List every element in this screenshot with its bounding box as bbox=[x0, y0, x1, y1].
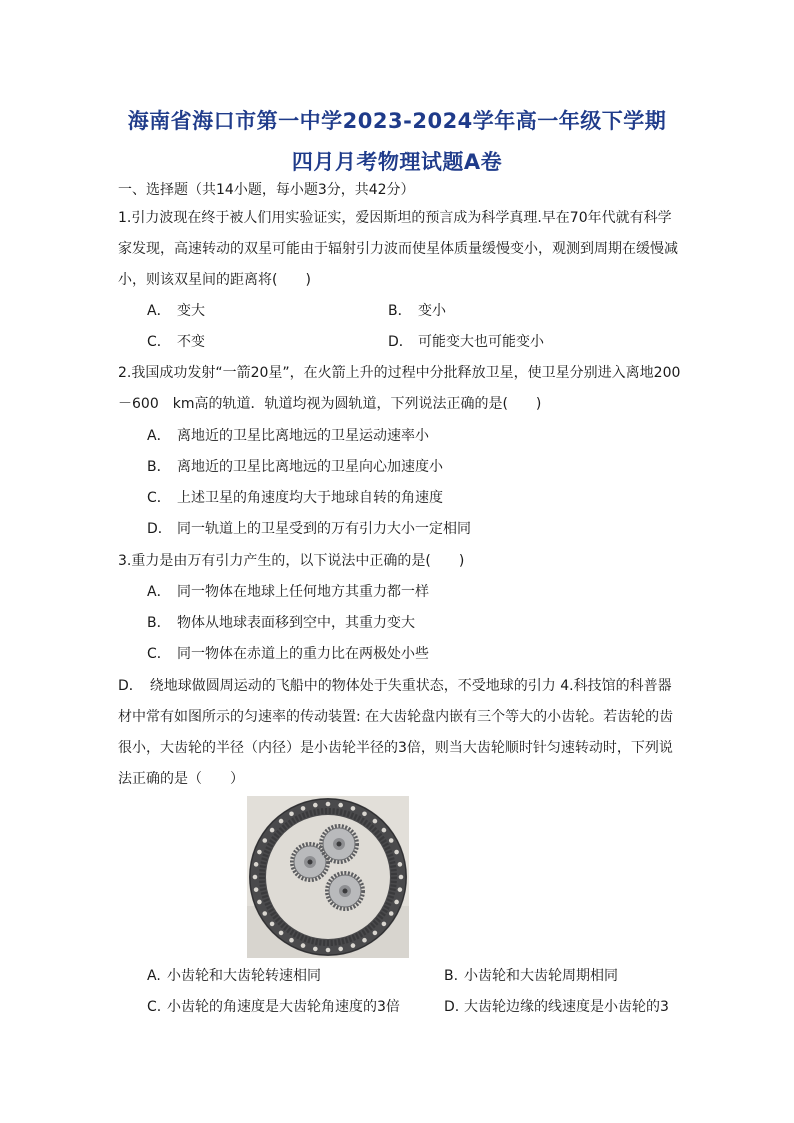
ring-hole bbox=[270, 828, 275, 833]
q3-line1: 3.重力是由万有引力产生的，以下说法中正确的是( ) bbox=[118, 553, 465, 569]
option-label: B． bbox=[147, 615, 171, 631]
option-text: 物体从地球表面移到空中，其重力变大 bbox=[177, 615, 415, 631]
option-label: C. bbox=[147, 999, 162, 1015]
q3-option-c bbox=[147, 645, 429, 663]
option-label: C． bbox=[147, 490, 171, 506]
ring-hole bbox=[373, 819, 378, 824]
doc-title-line1: 海南省海口市第一中学2023-2024学年高一年级下学期 bbox=[127, 109, 667, 133]
ring-hole bbox=[389, 911, 394, 916]
ring-hole bbox=[351, 806, 356, 811]
q4-line2: 材中常有如图所示的匀速率的传动装置: 在大齿轮盘内嵌有三个等大的小齿轮。若齿轮的齿 bbox=[118, 709, 674, 725]
option-label: B． bbox=[147, 459, 171, 475]
ring-hole bbox=[253, 875, 258, 880]
ring-hole bbox=[313, 947, 318, 952]
ring-hole bbox=[279, 819, 284, 824]
q2-option-a bbox=[147, 427, 429, 445]
ring-hole bbox=[326, 948, 331, 953]
ring-hole bbox=[382, 922, 387, 927]
q1-line1: 1.引力波现在终于被人们用实验证实，爱因斯坦的预言成为科学真理.早在70年代就有科学 bbox=[118, 210, 672, 226]
option-text: 同一物体在地球上任何地方其重力都一样 bbox=[177, 584, 429, 600]
ring-hole bbox=[338, 947, 343, 952]
ring-hole bbox=[373, 931, 378, 936]
option-text: 同一物体在赤道上的重力比在两极处小些 bbox=[177, 646, 429, 662]
q1-option-b bbox=[388, 302, 446, 320]
q4-option-c bbox=[147, 998, 400, 1016]
ring-hole bbox=[398, 862, 403, 867]
q1-option-a bbox=[147, 302, 205, 320]
q4-option-b bbox=[444, 967, 618, 985]
q2-line2: －600 km高的轨道．轨道均视为圆轨道，下列说法正确的是( ) bbox=[118, 396, 542, 412]
q2-option-b bbox=[147, 458, 443, 476]
option-text: 上述卫星的角速度均大于地球自转的角速度 bbox=[177, 490, 443, 506]
ring-hole bbox=[362, 938, 367, 943]
ring-hole bbox=[382, 828, 387, 833]
ring-hole bbox=[270, 922, 275, 927]
q3-option-d-q4-line1: D． 绕地球做圆周运动的飞船中的物体处于失重状态，不受地球的引力 4.科技馆的科普器 bbox=[118, 678, 672, 694]
q1-line3: 小，则该双星间的距离将( ) bbox=[118, 272, 311, 288]
option-text: 大齿轮边缘的线速度是小齿轮的3 bbox=[464, 999, 669, 1015]
q2-line1: 2.我国成功发射“一箭20星”，在火箭上升的过程中分批释放卫星，使卫星分别进入离地200 bbox=[118, 365, 681, 381]
option-text: 同一轨道上的卫星受到的万有引力大小一定相同 bbox=[177, 521, 471, 537]
ring-hole bbox=[338, 803, 343, 808]
option-label: A. bbox=[147, 968, 161, 984]
ring-hole bbox=[279, 931, 284, 936]
ring-hole bbox=[257, 850, 262, 855]
ring-hole bbox=[389, 838, 394, 843]
ring-hole bbox=[399, 875, 404, 880]
option-text: 变小 bbox=[418, 303, 446, 319]
option-label: B． bbox=[388, 303, 412, 319]
option-label: C． bbox=[147, 646, 171, 662]
option-label: D． bbox=[147, 521, 172, 537]
option-text: 离地近的卫星比离地远的卫星运动速率小 bbox=[177, 428, 429, 444]
option-label: A． bbox=[147, 428, 171, 444]
ring-hole bbox=[289, 938, 294, 943]
option-text: 离地近的卫星比离地远的卫星向心加速度小 bbox=[177, 459, 443, 475]
ring-hole bbox=[254, 887, 259, 892]
q4-option-a bbox=[147, 967, 321, 985]
ring-hole bbox=[326, 802, 331, 807]
option-label: A． bbox=[147, 303, 171, 319]
q1-line2: 家发现，高速转动的双星可能由于辐射引力波而使星体质量缓慢变小，观测到周期在缓慢减 bbox=[118, 241, 678, 257]
q1-option-d bbox=[388, 333, 544, 351]
ring-hole bbox=[301, 943, 306, 948]
section-heading: 一、选择题（共14小题，每小题3分，共42分） bbox=[118, 182, 415, 198]
option-label: D. bbox=[444, 999, 460, 1015]
q3-option-a bbox=[147, 583, 429, 601]
ring-hole bbox=[362, 811, 367, 816]
ring-hole bbox=[301, 806, 306, 811]
option-label: A． bbox=[147, 584, 171, 600]
ring-hole bbox=[394, 900, 399, 905]
doc-title-line2: 四月月考物理试题A卷 bbox=[291, 150, 503, 174]
gear-photo bbox=[247, 796, 409, 958]
small-gear bbox=[321, 826, 357, 862]
option-text: 小齿轮和大齿轮周期相同 bbox=[464, 968, 618, 984]
option-text: 小齿轮和大齿轮转速相同 bbox=[167, 968, 321, 984]
small-gear bbox=[327, 873, 363, 909]
option-text: 小齿轮的角速度是大齿轮角速度的3倍 bbox=[167, 999, 400, 1015]
q4-line3: 很小，大齿轮的半径（内径）是小齿轮半径的3倍，则当大齿轮顺时针匀速转动时，下列说 bbox=[118, 740, 673, 756]
option-text: 变大 bbox=[177, 303, 205, 319]
q1-option-c bbox=[147, 333, 205, 351]
q3-option-b bbox=[147, 614, 415, 632]
ring-hole bbox=[394, 850, 399, 855]
q2-option-c bbox=[147, 489, 443, 507]
ring-hole bbox=[262, 911, 267, 916]
ring-hole bbox=[289, 811, 294, 816]
q2-option-d bbox=[147, 520, 471, 538]
ring-hole bbox=[313, 803, 318, 808]
option-label: B. bbox=[444, 968, 459, 984]
q4-option-d bbox=[444, 998, 669, 1016]
ring-hole bbox=[254, 862, 259, 867]
ring-hole bbox=[351, 943, 356, 948]
ring-hole bbox=[262, 838, 267, 843]
ring-hole bbox=[257, 900, 262, 905]
gear-illustration bbox=[247, 796, 409, 958]
option-text: 不变 bbox=[177, 334, 205, 350]
q4-line4: 法正确的是（ ） bbox=[118, 771, 244, 787]
option-label: D． bbox=[388, 334, 413, 350]
option-text: 可能变大也可能变小 bbox=[418, 334, 544, 350]
option-label: C． bbox=[147, 334, 171, 350]
ring-hole bbox=[398, 887, 403, 892]
